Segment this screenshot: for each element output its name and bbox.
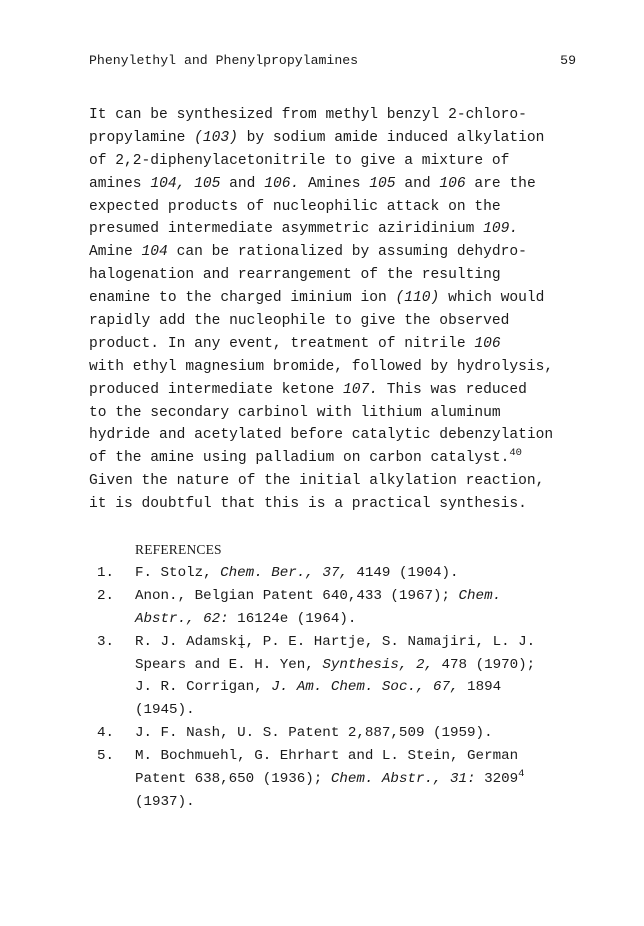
reference-item [97, 631, 587, 723]
text-line [89, 356, 579, 379]
reference-line [135, 791, 587, 814]
text-run: Amines [299, 175, 370, 192]
text-run: 1894 [458, 679, 502, 696]
text-run: Patent 638,650 (1936); [135, 771, 331, 788]
reference-line [135, 768, 587, 791]
text-run: J. F. Nash, U. S. Patent 2,887,509 (1959). [135, 725, 493, 742]
italic-text: 106 [474, 335, 501, 352]
reference-superscript: 40 [509, 447, 522, 460]
text-run: of the amine using palladium on carbon catalyst. [89, 450, 510, 467]
reference-text [135, 562, 587, 585]
text-run: product. In any event, treatment of nitrile [89, 335, 475, 352]
reference-number: 5. [97, 748, 115, 765]
text-run: This was reduced [378, 381, 527, 398]
reference-line [135, 562, 587, 585]
text-run: halogenation and rearrangement of the resulting [89, 267, 501, 284]
text-line [89, 241, 579, 264]
italic-text: J. Am. Chem. Soc., [271, 679, 425, 696]
text-run: amines [89, 175, 151, 192]
text-run: 478 (1970); [433, 656, 536, 673]
italic-text: Chem. Abstr., [330, 771, 442, 788]
reference-line [135, 631, 587, 654]
text-run: J. R. Corrigan, [135, 679, 272, 696]
page-number: 59 [560, 53, 576, 68]
italic-text: 109. [483, 221, 519, 238]
text-run: Given the nature of the initial alkylation reaction, [89, 473, 545, 490]
text-line [89, 264, 579, 287]
reference-text [135, 631, 587, 723]
text-run: Anon., Belgian Patent 640,433 (1967); [135, 587, 459, 604]
reference-line [135, 722, 587, 745]
text-run: which would [439, 290, 545, 307]
text-line [89, 287, 579, 310]
italic-text: 67, [433, 679, 459, 696]
text-run: with ethyl magnesium bromide, followed by hydrolysis, [89, 358, 554, 375]
italic-text: Chem. Ber., [220, 565, 314, 581]
reference-number: 3. [97, 633, 115, 650]
text-run [407, 657, 416, 673]
text-line [89, 424, 579, 447]
text-run: Spears and E. H. Yen, [135, 656, 323, 673]
text-run: enamine to the charged iminium ion [89, 290, 396, 307]
text-line [89, 127, 579, 150]
reference-number: 4. [97, 725, 115, 742]
text-run: to the secondary carbinol with lithium aluminum [89, 404, 501, 421]
italic-text: 106 [439, 175, 466, 192]
text-run: are the [465, 175, 536, 192]
text-run: (1945). [135, 702, 195, 719]
reference-line [135, 585, 587, 608]
text-run: 4149 (1904). [347, 565, 459, 581]
reference-number: 1. [97, 565, 115, 581]
reference-item [97, 562, 587, 585]
reference-item [97, 585, 587, 631]
text-run: F. Stolz, [135, 565, 221, 581]
text-run: 3209 [475, 771, 519, 788]
italic-text: 107. [342, 381, 379, 398]
reference-text [135, 722, 587, 745]
references-heading: REFERENCES [135, 542, 222, 557]
text-run: Amine [89, 244, 142, 261]
italic-text: (103) [194, 129, 238, 146]
text-line [89, 470, 579, 493]
running-title: Phenylethyl and Phenylpropylamines [89, 53, 359, 68]
text-line [89, 310, 579, 333]
italic-text: 2, [415, 656, 433, 673]
text-run [185, 176, 194, 192]
text-run: of 2,2-diphenylacetonitrile to give a mixture of [89, 152, 510, 169]
italic-text: (110) [395, 290, 440, 307]
italic-text: 106. [264, 175, 300, 192]
text-run: and [220, 175, 265, 192]
reference-item [97, 745, 587, 814]
text-run: M. Bochmuehl, G. Ehrhart and L. Stein, German [135, 748, 519, 765]
reference-line [135, 699, 587, 722]
text-line [89, 447, 579, 470]
text-run: it is doubtful that this is a practical synthesis. [89, 496, 527, 513]
reference-text [135, 585, 587, 631]
text-line [89, 333, 579, 356]
text-run [424, 679, 433, 695]
reference-superscript: 4 [518, 768, 525, 781]
text-run [442, 771, 451, 787]
text-run [195, 611, 204, 627]
text-line [89, 379, 579, 402]
text-run: presumed intermediate asymmetric aziridinium [89, 221, 484, 238]
reference-line [135, 654, 587, 677]
text-run: rapidly add the nucleophile to give the observed [89, 313, 510, 330]
italic-text: Chem. [458, 587, 502, 604]
text-run: propylamine [89, 129, 195, 146]
references-list [97, 562, 587, 814]
text-line [89, 150, 579, 173]
text-line [89, 173, 579, 196]
text-run: hydride and acetylated before catalytic debenzylation [89, 427, 554, 444]
reference-number: 2. [97, 587, 115, 604]
italic-text: 105 [369, 175, 396, 192]
text-line [89, 104, 579, 127]
italic-text: 37, [322, 565, 348, 581]
text-run: by sodium amide induced alkylation [237, 129, 545, 146]
italic-text: 104 [141, 244, 168, 261]
italic-text: 104, [150, 175, 186, 192]
text-line [89, 493, 579, 516]
running-header [89, 52, 576, 70]
text-line [89, 196, 579, 219]
text-run: R. J. Adamskį, P. E. Hartje, S. Namajiri, L. J. [135, 633, 536, 650]
italic-text: Synthesis, [322, 656, 408, 673]
reference-item [97, 722, 587, 745]
italic-text: 105 [194, 175, 221, 192]
text-run: and [395, 175, 440, 192]
italic-text: Abstr., [135, 610, 195, 627]
text-run: (1937). [135, 793, 195, 810]
text-line [89, 402, 579, 425]
reference-line [135, 676, 587, 699]
italic-text: 31: [450, 771, 476, 788]
reference-line [135, 608, 587, 631]
italic-text: 62: [203, 610, 229, 627]
text-run: produced intermediate ketone [89, 381, 343, 398]
reference-line [135, 745, 587, 768]
body-paragraph [89, 104, 579, 516]
text-run: can be rationalized by assuming dehydro- [167, 244, 527, 261]
text-run: expected products of nucleophilic attack on the [89, 198, 501, 215]
text-run: It can be synthesized from methyl benzyl 2-chloro- [89, 107, 527, 123]
text-line [89, 218, 579, 241]
text-run: 16124e (1964). [228, 610, 357, 627]
reference-text [135, 745, 587, 814]
